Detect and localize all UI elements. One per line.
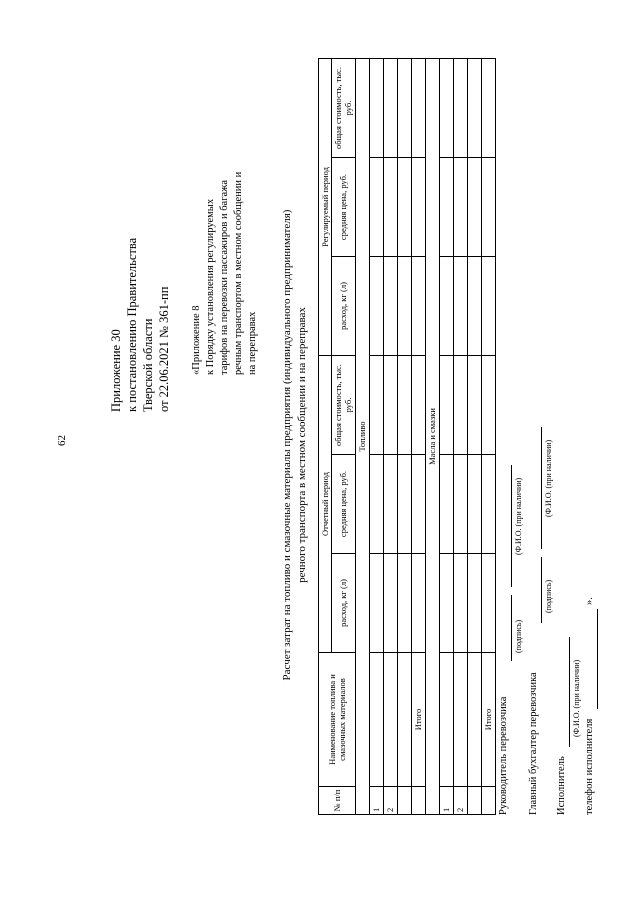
- total-label: Итого: [411, 653, 425, 787]
- reporting-consumption-header: расход, кг (л): [332, 554, 355, 653]
- regulated-consumption-header: расход, кг (л): [332, 257, 355, 356]
- executor-fio-line: [569, 637, 570, 747]
- chief-accountant-label: Главный бухгалтер перевозчика: [528, 672, 539, 815]
- head-fio-line: [511, 465, 512, 587]
- appendix-ref-line-5: на переправах: [246, 311, 258, 375]
- table-row: [467, 58, 481, 814]
- appendix-ref-line-4: речным транспортом в местном сообщении и: [232, 171, 244, 375]
- section-fuel-row: [355, 58, 369, 814]
- regulated-total-cost-header: общая стоимость, тыс. руб.: [332, 58, 355, 157]
- appendix-line-1: Приложение 30: [109, 329, 123, 412]
- appendix-line-3: Тверской области: [141, 318, 155, 412]
- appendix-line-4: от 22.06.2021 № 361-пп: [157, 286, 171, 412]
- appendix-ref-line-1: «Приложение 8: [191, 305, 202, 375]
- phone-line: [597, 609, 598, 709]
- page-number: 62: [56, 435, 68, 446]
- table-row: [439, 58, 453, 814]
- document-title: [280, 115, 310, 775]
- reporting-period-header: Отчетный период: [319, 356, 332, 653]
- executor-label: Исполнитель: [556, 756, 567, 815]
- regulated-avg-price-header: средняя цена, руб.: [332, 158, 355, 257]
- head-signature-line: [511, 595, 512, 661]
- phone-label: телефон исполнителя: [584, 718, 595, 815]
- fuel-cost-table: [318, 58, 496, 815]
- section-oils-label: Масла и смазки: [425, 58, 439, 814]
- total-row: [481, 58, 495, 814]
- table-row: [383, 58, 397, 814]
- row-number: 1: [369, 787, 383, 815]
- col-num-header: № п/п: [319, 787, 356, 815]
- section-oils-row: [425, 58, 439, 814]
- total-label: Итого: [481, 653, 495, 787]
- closing-quote: ».: [584, 597, 595, 605]
- total-row: [411, 58, 425, 814]
- reporting-avg-price-header: средняя цена, руб.: [332, 455, 355, 554]
- header-row-1: [319, 58, 332, 814]
- head-fio-hint: (Ф.И.О. (при наличии): [514, 477, 523, 555]
- title-line-2: речного транспорта в местном сообщении и на переправах: [295, 307, 308, 583]
- executor-fio-hint: (Ф.И.О. (при наличии): [572, 659, 581, 737]
- reporting-total-cost-header: общая стоимость, тыс. руб.: [332, 356, 355, 455]
- row-number: 1: [439, 787, 453, 815]
- table-row: [397, 58, 411, 814]
- accountant-signature-hint: (подпись): [544, 579, 553, 613]
- appendix-header: [108, 238, 172, 412]
- row-number: 2: [383, 787, 397, 815]
- accountant-fio-hint: (Ф.И.О. (при наличии): [544, 439, 553, 517]
- section-fuel-label: Топливо: [355, 58, 369, 814]
- regulated-period-header: Регулируемый период: [319, 58, 332, 355]
- appendix-ref-line-3: тарифов на перевозки пассажиров и багажа: [218, 179, 230, 375]
- accountant-signature-line: [541, 557, 542, 623]
- accountant-fio-line: [541, 427, 542, 549]
- head-label: Руководитель перевозчика: [498, 696, 509, 815]
- appendix-reference: [190, 172, 260, 375]
- table-row: [453, 58, 467, 814]
- table-row: [369, 58, 383, 814]
- head-signature-hint: (подпись): [514, 619, 523, 653]
- col-name-header: Наименование топлива и смазочных материалов: [319, 653, 356, 787]
- title-line-1: Расчет затрат на топливо и смазочные материалы предприятия (индивидуального предпринимателя): [281, 209, 293, 681]
- row-number: 2: [453, 787, 467, 815]
- appendix-ref-line-2: к Порядку установления регулируемых: [204, 198, 216, 375]
- appendix-line-2: к постановлению Правительства: [125, 237, 139, 412]
